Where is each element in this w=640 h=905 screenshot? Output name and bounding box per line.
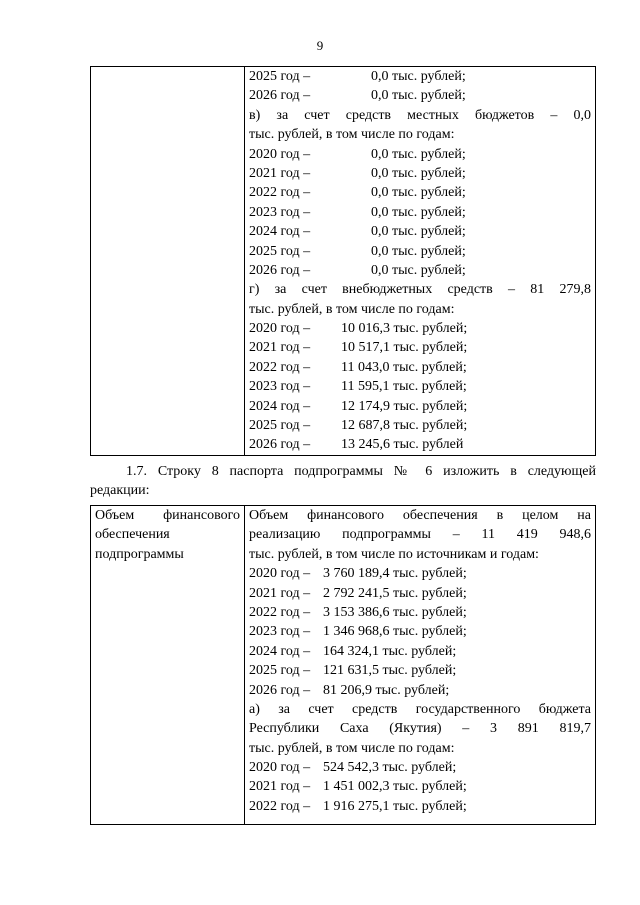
year-line (249, 242, 591, 261)
year-label: 2025 год – (249, 69, 311, 84)
year-line (249, 584, 591, 603)
year-label: 2020 год – (249, 321, 311, 337)
year-label: 2023 год – (249, 379, 311, 395)
year-label: 2021 год – (249, 340, 311, 356)
state-budget-header-cont: Республики Саха (Якутия) – 3 891 819,7 (249, 721, 591, 737)
amount-value: 11 595,1 тыс. рублей; (341, 379, 467, 395)
amount-value: 13 245,6 тыс. рублей (341, 437, 464, 453)
year-line (249, 642, 591, 661)
amount-value: 1 451 002,3 тыс. рублей; (323, 779, 467, 795)
amount-value: 10 517,1 тыс. рублей; (341, 340, 468, 356)
amount-value: 524 542,3 тыс. рублей; (323, 760, 457, 776)
amount-value: 0,0 тыс. рублей; (371, 224, 466, 240)
table-cell-label (91, 67, 245, 456)
year-label: 2020 год – (249, 566, 311, 582)
year-label: 2024 год – (249, 224, 311, 240)
year-label: 2022 год – (249, 185, 311, 201)
year-line (249, 603, 591, 622)
year-line (249, 67, 591, 86)
year-line (249, 338, 591, 357)
year-line (249, 681, 591, 700)
year-label: 2024 год – (249, 398, 311, 414)
year-line (249, 358, 591, 377)
total-header-cont: тыс. рублей, в том числе по источникам и годам: (249, 546, 539, 562)
year-label: 2025 год – (249, 243, 311, 259)
amount-value: 164 324,1 тыс. рублей; (323, 643, 457, 659)
year-line (249, 758, 591, 777)
extra-budget-header-cont: тыс. рублей, в том числе по годам: (249, 301, 455, 317)
table-row (91, 67, 596, 456)
state-budget-header-cont: тыс. рублей, в том числе по годам: (249, 740, 455, 756)
year-label: 2020 год – (249, 146, 311, 162)
amount-value: 1 346 968,6 тыс. рублей; (323, 624, 467, 640)
page-number: 9 (316, 38, 324, 53)
year-line (249, 564, 591, 583)
amount-value: 1 916 275,1 тыс. рублей; (323, 798, 467, 814)
extra-budget-header: г) за счет внебюджетных средств – 81 279,8 (249, 282, 591, 298)
table-row (91, 506, 596, 825)
year-label: 2022 год – (249, 798, 311, 814)
local-budget-header-cont: тыс. рублей, в том числе по годам: (249, 127, 455, 143)
year-line (249, 622, 591, 641)
funding-table (90, 505, 596, 825)
local-budget-header: в) за счет средств местных бюджетов – 0,0 (249, 107, 591, 123)
year-label: 2023 год – (249, 624, 311, 640)
amount-value: 0,0 тыс. рублей; (371, 69, 466, 84)
paragraph-line: редакции: (90, 483, 150, 499)
label-line: подпрограммы (95, 546, 184, 562)
year-line (249, 377, 591, 396)
year-label: 2024 год – (249, 643, 311, 659)
amendment-paragraph (90, 462, 596, 501)
label-line: обеспечения (95, 527, 170, 543)
amount-value: 0,0 тыс. рублей; (371, 185, 466, 201)
amount-value: 3 153 386,6 тыс. рублей; (323, 604, 467, 620)
amount-value: 10 016,3 тыс. рублей; (341, 321, 468, 337)
year-label: 2023 год – (249, 204, 311, 220)
amount-value: 0,0 тыс. рублей; (371, 204, 466, 220)
total-header-cont: реализацию подпрограммы – 11 419 948,6 (249, 527, 591, 543)
year-line (249, 797, 591, 816)
year-label: 2026 год – (249, 88, 311, 104)
paragraph-line: 1.7. Строку 8 паспорта подпрограммы № 6 изложить в следующей (126, 464, 596, 479)
year-label: 2025 год – (249, 663, 311, 679)
state-budget-header: а) за счет средств государственного бюджета (249, 701, 591, 717)
amount-value: 11 043,0 тыс. рублей; (341, 359, 467, 375)
year-line (249, 661, 591, 680)
year-label: 2026 год – (249, 262, 311, 278)
year-label: 2026 год – (249, 437, 311, 453)
year-line (249, 397, 591, 416)
year-line (249, 164, 591, 183)
table-cell-values (245, 67, 596, 456)
year-label: 2022 год – (249, 604, 311, 620)
amount-value: 0,0 тыс. рублей; (371, 88, 466, 104)
year-label: 2025 год – (249, 418, 311, 434)
year-line (249, 183, 591, 202)
funding-table-continued (90, 66, 596, 456)
year-line (249, 435, 591, 454)
year-line (249, 416, 591, 435)
year-line (249, 203, 591, 222)
label-line: Объем финансового (95, 508, 240, 523)
amount-value: 0,0 тыс. рублей; (371, 165, 466, 181)
year-label: 2026 год – (249, 682, 311, 698)
year-line (249, 777, 591, 796)
amount-value: 81 206,9 тыс. рублей; (323, 682, 450, 698)
amount-value: 0,0 тыс. рублей; (371, 243, 466, 259)
amount-value: 12 687,8 тыс. рублей; (341, 418, 468, 434)
amount-value: 0,0 тыс. рублей; (371, 146, 466, 162)
year-line (249, 86, 591, 105)
total-header: Объем финансового обеспечения в целом на (249, 508, 591, 523)
table-cell-label (91, 506, 245, 825)
amount-value: 12 174,9 тыс. рублей; (341, 398, 468, 414)
year-label: 2021 год – (249, 585, 311, 601)
year-label: 2021 год – (249, 779, 311, 795)
year-line (249, 319, 591, 338)
year-label: 2021 год – (249, 165, 311, 181)
table-cell-values (245, 506, 596, 825)
year-line (249, 261, 591, 280)
year-label: 2020 год – (249, 760, 311, 776)
amount-value: 3 760 189,4 тыс. рублей; (323, 566, 467, 582)
year-label: 2022 год – (249, 359, 311, 375)
amount-value: 0,0 тыс. рублей; (371, 262, 466, 278)
amount-value: 121 631,5 тыс. рублей; (323, 663, 457, 679)
amount-value: 2 792 241,5 тыс. рублей; (323, 585, 467, 601)
year-line (249, 222, 591, 241)
year-line (249, 145, 591, 164)
